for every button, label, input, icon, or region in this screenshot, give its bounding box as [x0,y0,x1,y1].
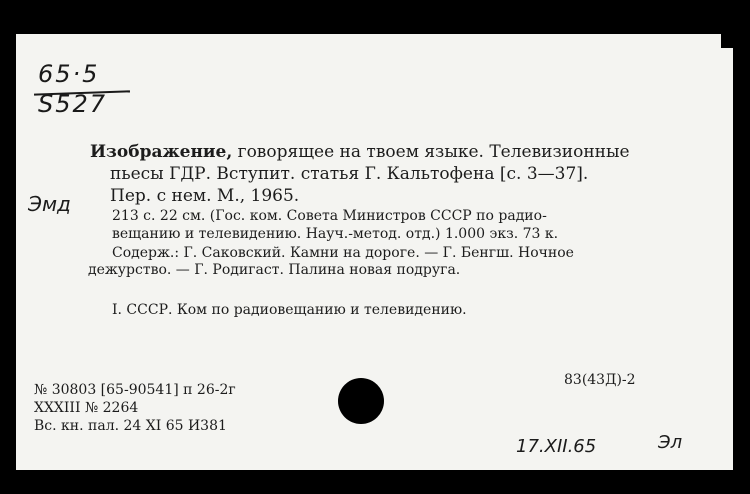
entry-line-6: Содерж.: Г. Саковский. Камни на дороге. — Г. Бенгш. Ночное [112,245,574,261]
subject-heading: I. СССР. Ком по радиовещанию и телевидению. [112,302,467,318]
entry-title-bold: Изображение, [90,142,233,162]
handwritten-date: 17.XII.65 [516,436,597,457]
punch-hole [338,378,384,424]
entry-line-7: дежурство. — Г. Родигаст. Палина новая подруга. [88,262,461,278]
handwritten-mark: Эмд [28,192,71,216]
footer-line-1: № 30803 [65-90541] п 26-2г [34,382,236,398]
entry-line-3: Пер. с нем. М., 1965. [110,186,300,206]
shelfmark-line-2: S527 [38,90,108,118]
handwritten-signature: Эл [658,432,683,453]
classification-code: 83(43Д)-2 [564,372,636,388]
entry-line-5: вещанию и телевидению. Науч.-метод. отд.) 1.000 экз. 73 к. [112,226,559,242]
card-corner-notch [721,34,733,48]
footer-line-3: Вс. кн. пал. 24 XI 65 И381 [34,418,227,434]
catalog-card [16,34,733,470]
footer-line-2: XXXIII № 2264 [34,400,139,416]
entry-line-2: пьесы ГДР. Вступит. статья Г. Кальтофена [с. 3—37]. [110,164,589,184]
shelfmark-line-1: 65·5 [38,60,100,88]
entry-line-4: 213 с. 22 см. (Гос. ком. Совета Министров СССР по радио- [112,208,547,224]
entry-title-line [90,142,630,162]
entry-title-rest: говорящее на твоем языке. Телевизионные [232,142,630,162]
